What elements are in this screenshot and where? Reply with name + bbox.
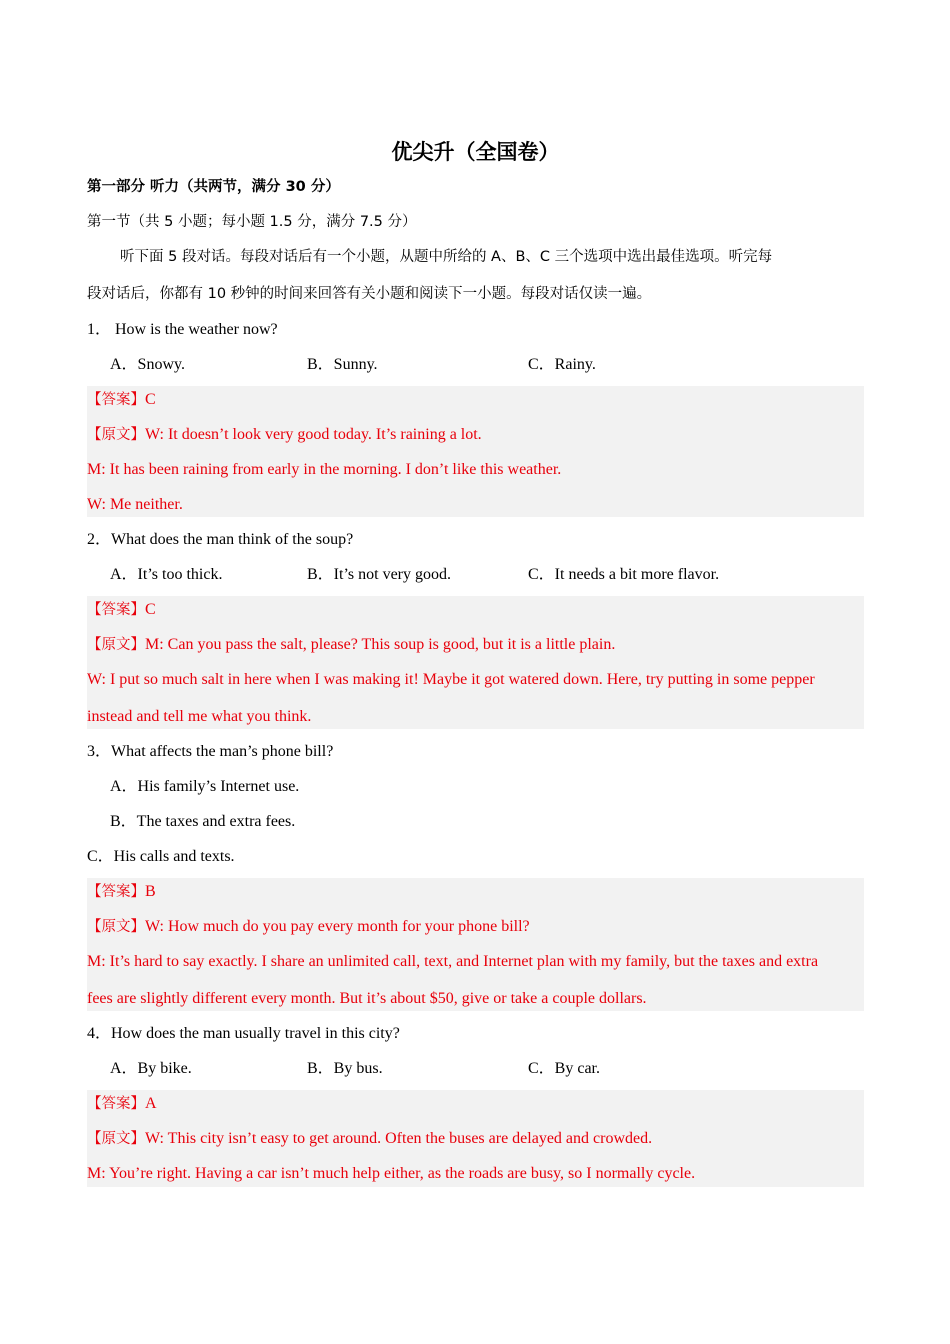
question-1-answer-box xyxy=(87,386,864,517)
question-2-option-c: C．It needs a bit more flavor. xyxy=(528,566,720,583)
question-2-transcript-first xyxy=(87,635,615,655)
question-2-answer xyxy=(87,600,156,620)
question-4-transcript-line: M: You’re right. Having a car isn’t much help either, as the roads are busy, so I normally cycle. xyxy=(87,1165,696,1182)
answer-value: A xyxy=(145,1095,157,1112)
question-3-transcript-line: fees are slightly different every month. But it’s about $50, give or take a couple dollars. xyxy=(87,990,647,1007)
question-1-transcript-first xyxy=(87,425,482,445)
answer-value: B xyxy=(145,883,156,900)
question-1-answer xyxy=(87,390,156,410)
question-1-option-c: C．Rainy. xyxy=(528,356,596,373)
transcript-label: 【原文】 xyxy=(87,919,145,935)
answer-value: C xyxy=(145,601,156,618)
part-heading: 第一部分 听力（共两节，满分 30 分） xyxy=(87,179,340,195)
answer-value: C xyxy=(145,391,156,408)
instructions-line-2: 段对话后，你都有 10 秒钟的时间来回答有关小题和阅读下一小题。每段对话仅读一遍。 xyxy=(87,286,652,302)
transcript-text: M: Can you pass the salt, please? This soup is good, but it is a little plain. xyxy=(145,636,616,653)
transcript-text: W: This city isn’t easy to get around. Often the buses are delayed and crowded. xyxy=(145,1130,653,1147)
transcript-label: 【原文】 xyxy=(87,637,145,653)
question-3-answer xyxy=(87,882,156,902)
question-3-transcript-line: M: It’s hard to say exactly. I share an unlimited call, text, and Internet plan with my family, but the taxes and extra xyxy=(87,953,819,970)
question-1-transcript-line: W: Me neither. xyxy=(87,496,183,513)
answer-label: 【答案】 xyxy=(87,1096,145,1112)
question-2-transcript-line: W: I put so much salt in here when I was making it! Maybe it got watered down. Here, try putting in some pepper xyxy=(87,671,815,688)
question-3-option-a: A．His family’s Internet use. xyxy=(110,778,300,795)
question-4-answer xyxy=(87,1094,157,1114)
question-4-option-a: A．By bike. xyxy=(110,1060,192,1077)
question-2-option-b: B．It’s not very good. xyxy=(307,566,451,583)
answer-label: 【答案】 xyxy=(87,392,145,408)
transcript-label: 【原文】 xyxy=(87,427,145,443)
question-1-stem: 1． How is the weather now? xyxy=(87,321,278,338)
question-1-transcript-line: M: It has been raining from early in the morning. I don’t like this weather. xyxy=(87,461,562,478)
transcript-text: W: It doesn’t look very good today. It’s raining a lot. xyxy=(145,426,482,443)
question-4-stem: 4．How does the man usually travel in this city? xyxy=(87,1025,400,1042)
question-3-transcript-first xyxy=(87,917,530,937)
transcript-label: 【原文】 xyxy=(87,1131,145,1147)
question-4-option-c: C．By car. xyxy=(528,1060,600,1077)
question-4-transcript-first xyxy=(87,1129,652,1149)
document-title: 优尖升（全国卷） xyxy=(391,140,560,164)
section-heading: 第一节（共 5 小题；每小题 1.5 分，满分 7.5 分） xyxy=(87,214,417,230)
question-1-option-b: B．Sunny. xyxy=(307,356,378,373)
question-3-option-b: B．The taxes and extra fees. xyxy=(110,813,296,830)
question-3-option-c: C．His calls and texts. xyxy=(87,848,235,865)
question-1-option-a: A．Snowy. xyxy=(110,356,185,373)
question-2-option-a: A．It’s too thick. xyxy=(110,566,223,583)
question-4-option-b: B．By bus. xyxy=(307,1060,383,1077)
transcript-text: W: How much do you pay every month for your phone bill? xyxy=(145,918,530,935)
question-2-stem: 2．What does the man think of the soup? xyxy=(87,531,354,548)
answer-label: 【答案】 xyxy=(87,884,145,900)
answer-label: 【答案】 xyxy=(87,602,145,618)
instructions-line-1: 听下面 5 段对话。每段对话后有一个小题，从题中所给的 A、B、C 三个选项中选出最佳选项。听完每 xyxy=(120,249,773,265)
question-3-stem: 3．What affects the man’s phone bill? xyxy=(87,743,334,760)
question-2-transcript-line: instead and tell me what you think. xyxy=(87,708,312,725)
